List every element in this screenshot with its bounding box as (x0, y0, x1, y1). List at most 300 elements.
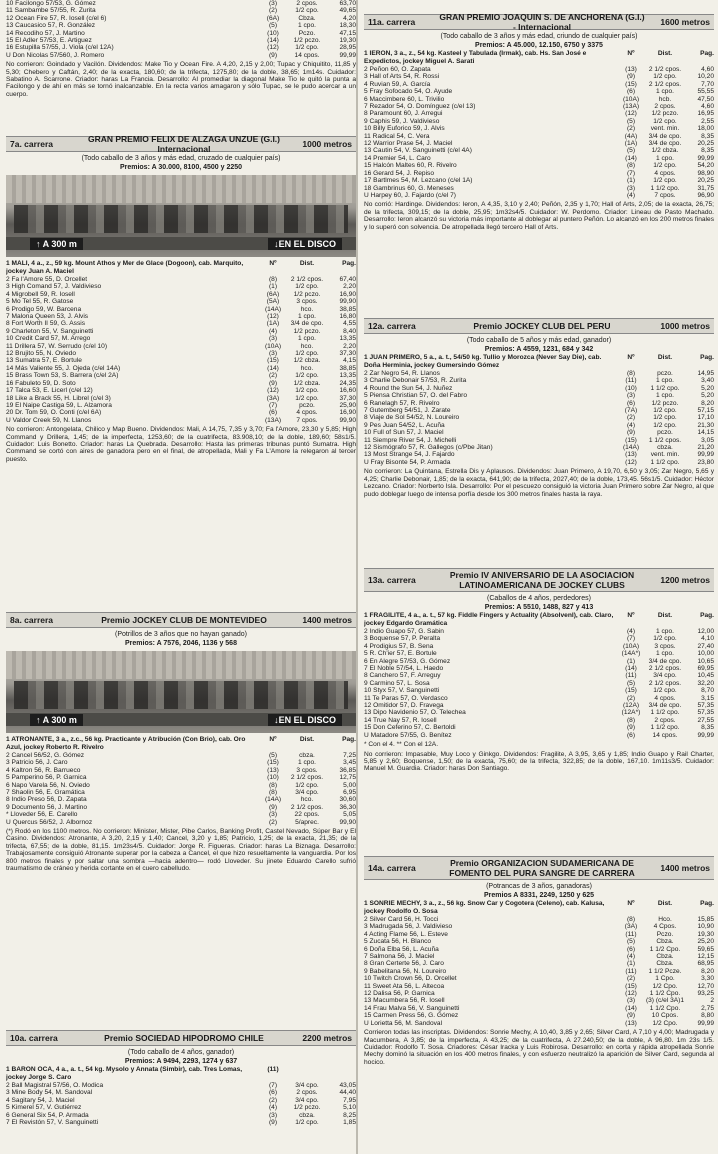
distance-margin: 1 cpo. (298, 313, 316, 321)
payout: 1,85 (343, 1119, 356, 1127)
post-number: (7) (268, 401, 278, 409)
table-row (364, 370, 714, 377)
distance-margin: 2 1/2 cpos. (648, 679, 682, 687)
payout: 8,25 (343, 1111, 356, 1119)
post-number: (13A) (264, 416, 282, 424)
distance-margin: 1/2 pczo. (293, 327, 321, 335)
distance-margin: 1/2 cpo. (653, 117, 677, 125)
table-row (364, 414, 714, 421)
payout: 27,55 (697, 716, 714, 724)
race-number: 7a. carrera (10, 139, 54, 149)
payout: 8,20 (701, 399, 714, 407)
post-number: (12) (625, 458, 637, 466)
table-row (6, 328, 356, 335)
payout: 38,85 (339, 305, 356, 313)
payout: 10,20 (697, 73, 714, 81)
payout: 21,20 (697, 444, 714, 452)
grandstand-image (6, 175, 356, 203)
distance-margin: 3/4 de cpo. (648, 657, 682, 665)
payout: 4,20 (343, 14, 356, 22)
post-number: (8) (626, 162, 636, 170)
horse-name: 2 Zar Negro 54, R. Llanos (364, 370, 440, 377)
race-prizes: Premios A 8331, 2249, 1250 y 625 (483, 892, 594, 899)
section-top-left (6, 0, 356, 98)
post-number: (3) (268, 811, 278, 819)
post-number: (15) (625, 436, 637, 444)
payout: 8,35 (701, 724, 714, 732)
distance-margin: vent. min. (650, 451, 680, 459)
payout: 36,30 (339, 803, 356, 811)
race-prizes: Premios: A 4559, 1231, 684 y 342 (484, 346, 594, 353)
payout: 57,35 (697, 709, 714, 717)
table-row (364, 709, 714, 716)
post-number: (10A) (622, 642, 640, 650)
photo-caption-finish: ↓EN EL DISCO (268, 238, 342, 250)
post-number: (7A) (624, 407, 638, 415)
race-number: 12a. carrera (368, 321, 416, 331)
table-row (6, 1089, 356, 1096)
horse-name: 4 Ruvian 59, A. García (364, 80, 431, 88)
table-row (364, 125, 714, 132)
payout: 12,00 (697, 628, 714, 635)
post-number: (2) (626, 414, 636, 422)
post-number: (8) (268, 781, 278, 789)
horse-name: 9 Documento 56, J. Martino (6, 803, 87, 811)
column-header (6, 736, 356, 752)
post-number: (8) (626, 716, 636, 724)
horse-name: 15 Halcón Maltes 60, R. Rivelro (364, 162, 457, 170)
payout: 4,10 (701, 635, 714, 643)
horse-name: U Fray Bisonte 54, P. Armada (364, 458, 451, 466)
post-number: (13) (625, 1019, 637, 1027)
table-row (364, 997, 714, 1004)
table-row (364, 147, 714, 154)
race-header (6, 136, 356, 152)
section-race-11 (364, 14, 714, 231)
distance-margin: Hco. (658, 916, 672, 923)
distance-margin: 1/2 cpo. (653, 687, 677, 695)
table-row (6, 811, 356, 818)
post-number: (9) (626, 1012, 636, 1020)
horse-name: 4 Acting Flame 56, L. Esteve (364, 930, 448, 938)
race-title: Premio SOCIEDAD HIPODROMO CHILE (104, 1033, 264, 1043)
race-conditions: (Todo caballo de 4 años, ganador) (127, 1049, 235, 1056)
table-row (6, 804, 356, 811)
column-header (364, 50, 714, 66)
distance-margin: 1/2 cpo. (653, 162, 677, 170)
payout: 27,40 (697, 642, 714, 650)
horse-name: 15 Brass Town 53, S. Barrera (c/el 2A) (6, 372, 119, 380)
payout: 99,99 (339, 51, 356, 59)
table-row (364, 695, 714, 702)
post-number: (1) (626, 657, 636, 665)
horse-name: 10 Facilongo 57/53, G. Gómez (6, 0, 96, 7)
post-number: (2) (626, 125, 636, 133)
distance-margin: 1/2 cbza. (651, 147, 679, 155)
race-distance: 1400 metros (302, 615, 352, 625)
horse-name: 15 Don Ceferino 57, C. Bertoldi (364, 724, 456, 732)
horse-name: U Don Nicolas 57/560, J. Romero (6, 51, 105, 59)
payout: 13,35 (339, 372, 356, 380)
payout: 13,35 (339, 335, 356, 343)
horse-name: 9 Babelitana 56, N. Loureiro (364, 967, 447, 975)
distance-margin: 4 cpos. (654, 169, 676, 177)
winner-line: 1 SONRIE MECHY, 3 a., z., 56 kg. Snow Car y Cogotera (Celeno), cab. Kalusa, jockey Rodolfo O. Sosa (364, 900, 605, 915)
race-summary: No corrieron: Goindado y Vacilón. Dividendos: Make Tio y Ocean Fire. A 4,20, 2,15 y 2,00; Tupac y Chiquitito, 11,85 y 5,30; Chebero y Caftán, 2,40; de la exacta, 180,60; de la trifecta, 1275,80; de la doble, 38,65; 1m14s. Cuidador: Sabatino A. Scarrone. Criador: haras La Francia. Desarrollo: Al promediar la diagonal Make Tio le quitó la punta a Facilongo y de ahí en más se tornó inalcanzable. En la recta varios amagaron y sólo Tupac, se le pudo acercar a un cuerpo. (6, 61, 356, 98)
payout: 16,90 (339, 290, 356, 298)
race-summary: No corrió: Hardinge. Dividendos: Ieron, A 4,35, 3,10 y 2,40; Peñón, 2,35 y 1,70; Hall of Arts, 2,05; de la exacta, 26,75; de la trifecta, 309,15; de la doble, 25,95; 1m32s4/5. Cuidador: W. Perdomo. Criador: Lineau de Pasto Machado. Desarrollo: Ieron alcanzó su victoria más importante al doblegar al puntero Peñón. Lo alcanzó en los 200 metros finales y lo superó con solvencia. De atropellada llegó tercero Hall of Arts. (364, 201, 714, 231)
payout: 99,99 (697, 731, 714, 739)
payout: 2,20 (343, 283, 356, 291)
table-row (6, 752, 356, 759)
table-row (6, 819, 356, 826)
post-number: (1) (268, 283, 278, 291)
distance-margin: 2 1/2 cpos. (648, 80, 682, 88)
horse-name: 8 Gran Certerte 56, J. Caro (364, 960, 444, 968)
table-row (364, 672, 714, 679)
distance-margin: 1/2 cpo. (653, 421, 677, 429)
section-race-14 (364, 856, 714, 1066)
race-prizes: Premios: A 30.000, 8100, 4500 y 2250 (119, 164, 243, 171)
distance-margin: 2 cpos. (296, 1089, 318, 1097)
table-row (6, 306, 356, 313)
post-number: (11) (625, 967, 637, 975)
distance-margin: vent. min. (650, 125, 680, 133)
horse-name: 13 Caucasico 57, R. González (6, 22, 96, 30)
distance-margin: 2 1/2 cpos. (290, 803, 324, 811)
col-distance: Dist. (299, 260, 315, 267)
payout: 12,15 (697, 953, 714, 961)
horse-name: 5 Zucata 56, H. Blanco (364, 938, 432, 946)
post-number: (5) (626, 147, 636, 155)
payout: 5,05 (343, 811, 356, 819)
horse-name: 6 Prodigo 59, W. Barcena (6, 305, 82, 313)
table-row (364, 1012, 714, 1019)
payout: 49,65 (339, 7, 356, 15)
horse-name: 10 Billy Euforico 59, J. Alvis (364, 125, 445, 133)
post-number: (14) (267, 364, 279, 372)
distance-margin: 3/4 de cpo. (648, 702, 682, 710)
finish-photo (6, 651, 356, 733)
distance-margin: cbza. (299, 1111, 315, 1119)
horse-name: 8 Indio Preso 56, D. Zapata (6, 796, 87, 804)
distance-margin: 3/4 de cpo. (290, 320, 324, 328)
post-number: (6A) (266, 14, 280, 22)
table-row (6, 343, 356, 350)
table-row (364, 400, 714, 407)
horse-name: 6 Napo Varela 56, N. Oviedo (6, 781, 90, 789)
horse-name: 3 High Comand 57, J. Valdivieso (6, 283, 102, 291)
horse-name: 11 Drillera 57, W. Serrudo (c/el 10) (6, 342, 108, 350)
payout: 69,95 (697, 665, 714, 673)
table-row (364, 658, 714, 665)
horse-name: 14 Más Valiente 55, J. Ojeda (c/el 14A) (6, 364, 121, 372)
payout: 14,95 (697, 370, 714, 377)
race-conditions: (Potrancas de 3 años, ganadoras) (486, 883, 592, 890)
horse-name: 6 General Six 54, P. Armada (6, 1111, 89, 1119)
race-title: Premio JOCKEY CLUB DEL PERU (473, 321, 611, 331)
payout: 99,99 (697, 1019, 714, 1027)
table-row (6, 387, 356, 394)
results-table (6, 1082, 356, 1126)
col-distance: Dist. (657, 354, 673, 361)
col-number: Nº (627, 612, 635, 619)
distance-margin: hco. (300, 364, 314, 372)
horse-name: 17 Bartlmes 54, M. Lezcano (c/el 1A) (364, 177, 473, 185)
payout: 3,30 (701, 975, 714, 983)
horse-name: 5 Mo Tel 55, R. Gatose (6, 298, 74, 306)
distance-margin: 1 1/2 Cpo. (649, 1004, 681, 1012)
horse-name: 2 Silver Card 56, H. Tocci (364, 916, 439, 923)
payout: 63,70 (339, 0, 356, 7)
payout: 7,95 (343, 1096, 356, 1104)
table-row (364, 1020, 714, 1027)
post-number: (12A*) (621, 709, 641, 717)
horse-name: 4 Prodigius 57, B. Sena (364, 642, 434, 650)
post-number: (3) (268, 0, 278, 7)
race-number: 13a. carrera (368, 575, 416, 585)
horse-name: 7 Malona Queen 53, J. Alvis (6, 313, 89, 321)
column-header (6, 260, 356, 276)
race-prizes: Premios: A 5510, 1488, 827 y 413 (484, 604, 594, 611)
race-conditions: (Todo caballo de 5 años y más edad, ganador) (466, 337, 612, 344)
distance-margin: 1/2 cbza. (293, 357, 321, 365)
distance-margin: Pczo. (656, 930, 674, 938)
post-number: (5) (626, 938, 636, 946)
payout: 8,70 (701, 687, 714, 695)
horse-name: 20 Dr. Tom 59, O. Conti (c/el 6A) (6, 409, 102, 417)
distance-margin: 1/2 cpo. (653, 414, 677, 422)
table-row (364, 444, 714, 451)
post-number: (7) (626, 169, 636, 177)
race-prizes: Premios: A 7576, 2046, 1136 y 568 (125, 640, 237, 647)
col-distance: Dist. (657, 900, 673, 907)
post-number: (3A) (266, 394, 280, 402)
table-row (364, 946, 714, 953)
table-row (364, 429, 714, 436)
horse-name: 8 Paramount 60, J. Arregui (364, 110, 443, 118)
post-number: (9) (268, 51, 278, 59)
distance-margin: 7 cpos. (654, 191, 676, 199)
payout: 16,60 (339, 387, 356, 395)
horse-name: 5 Fray Sofocado 54, O. Ayude (364, 88, 453, 96)
post-number: (12) (267, 44, 279, 52)
payout: 98,90 (697, 169, 714, 177)
horse-name: U Harpey 60, J. Fajardo (c/el 7) (364, 191, 456, 199)
payout: 37,30 (339, 394, 356, 402)
post-number: (2) (626, 694, 636, 702)
race-conditions: (Potrillos de 3 años que no hayan ganado) (115, 631, 247, 638)
post-number: (3) (268, 350, 278, 358)
payout: 4,60 (701, 103, 714, 111)
section-race-8 (6, 612, 356, 873)
horse-name: 7 Gutemberg 54/51, J. Zarate (364, 407, 451, 415)
table-row (6, 44, 356, 51)
payout: 2,75 (701, 1004, 714, 1012)
table-row (6, 789, 356, 796)
race-header (6, 1030, 356, 1046)
horse-name: 5 Kimerel 57, V. Gutiérrez (6, 1104, 82, 1112)
table-row (364, 643, 714, 650)
payout: 8,35 (701, 132, 714, 140)
winner-line: 1 ATRONANTE, 3 a., z.c., 56 kg. Practicante y Atribución (Con Brio), cab. Oro Azul, jockey Roberto R. Rivelro (6, 736, 246, 751)
table-row (6, 291, 356, 298)
post-number: (2) (268, 818, 278, 826)
payout: 8,20 (701, 967, 714, 975)
post-number: (3) (626, 184, 636, 192)
table-row (364, 459, 714, 466)
post-number: (14) (625, 1004, 637, 1012)
payout: 3,45 (343, 759, 356, 767)
payout: 44,40 (339, 1089, 356, 1097)
race-distance: 1400 metros (660, 863, 710, 873)
payout: 8,35 (701, 147, 714, 155)
horse-name: 6 Ranelagh 57, R. Rivelro (364, 399, 440, 407)
photo-caption-300m: ↑ A 300 m (30, 714, 83, 726)
post-number: (13) (625, 66, 637, 73)
payout: 20,25 (697, 140, 714, 148)
distance-margin: 2 cpos. (654, 716, 676, 724)
race-header (6, 612, 356, 628)
payout: 4,15 (343, 357, 356, 365)
section-race-13 (364, 568, 714, 773)
race-conditions: (Todo caballo de 3 años y más edad, criundo de cualquier país) (440, 33, 638, 40)
horse-name: 10 Credit Card 57, M. Arrego (6, 335, 91, 343)
post-number: (4) (268, 327, 278, 335)
race-prizes: Premios: A 45.000, 12.150, 6750 y 3375 (475, 42, 603, 49)
distance-margin: hcb. (658, 95, 672, 103)
distance-margin: 2 1/2 cpos. (290, 276, 324, 283)
distance-margin: 3/4 cpo. (295, 1082, 319, 1089)
results-table (6, 276, 356, 424)
distance-margin: 2 1/2 cpos. (648, 665, 682, 673)
distance-margin: 2 cpos. (654, 103, 676, 111)
post-number: (1) (626, 177, 636, 185)
payout: 4,55 (343, 320, 356, 328)
table-row (364, 923, 714, 930)
distance-margin: 1 1/2 Cpo. (649, 990, 681, 998)
race-title: Premio IV ANIVERSARIO DE LA ASOCIACION LATINOAMERICANA DE JOCKEY CLUBS (449, 570, 635, 590)
table-row (6, 409, 356, 416)
post-number: (14A) (264, 305, 282, 313)
payout: 20,25 (697, 177, 714, 185)
race-distance: 1000 metros (302, 139, 352, 149)
payout: 96,90 (697, 191, 714, 199)
distance-margin: 1/2 cpo. (295, 7, 319, 15)
payout: 59,65 (697, 945, 714, 953)
table-row (6, 37, 356, 44)
distance-margin: 1/2 cpo. (295, 350, 319, 358)
post-number: (9) (626, 429, 636, 437)
table-row (364, 407, 714, 414)
distance-margin: 1 cpo. (656, 154, 674, 162)
table-row (6, 350, 356, 357)
race-summary: No corrieron: Antongelata, Chilico y Map Bueno. Dividendos: Mali, A 14,75, 7,35 y 3,70; Fa l'Amore, 23,30 y 5,85; High Command y Drillera, 1,45; de la imperfecta, 1253,60; de la cuatrifecta, 83.908,10; de la doble, 189,60; 58s1/5. Cuidador: Luis Bonetto. Criador: haras La Quebrada. Desarrollo: Hasta las primeras tribunas puntó Sumatra. High Command se cortó con aires de ganadora pero en el final, de atropellada, Mali y Fa L'Amore la relegaron al tercer puesto. (6, 426, 356, 463)
results-table (364, 370, 714, 466)
distance-margin: 1 1/2 cpo. (650, 709, 680, 717)
distance-margin: 1 cpo. (298, 335, 316, 343)
race-summary: Corrieron todas las inscriptas. Dividendos: Sonrie Mechy, A 10,40, 3,85 y 2,65; Silver Card, A 7,10 y 4,00; Madrugada y Macumbera, A 3,85; de la imperfecta, A 43,25; de la cuatrifecta, A 27.240,50; de la doble, A 96,80. 1m 23s 1/5. Cuidador: Rodolfo T. Sosa. Criadores: César Iracka y Luis Robirosa. Desarrollo: en corta y rápida atropellada Sonrie Mechy dominó la situación en los 400 metros finales, y con esfuerzo neutralizó la aparición de Silver Card, segunda al hocico. (364, 1029, 714, 1066)
race-prizes: Premios: A 9494, 2293, 1274 y 637 (124, 1058, 238, 1065)
horse-name: 12 Omitidor 57, D. Fravega (364, 702, 444, 710)
post-number: (12) (267, 313, 279, 321)
post-number: (5) (268, 22, 278, 30)
photo-caption-300m: ↑ A 300 m (30, 238, 83, 250)
payout: 10,90 (697, 923, 714, 931)
distance-margin: 1 cpo. (298, 759, 316, 767)
horse-name: 17 Talca 53, E. Licerl (c/el 12) (6, 387, 93, 395)
photo-caption-finish: ↓EN EL DISCO (268, 714, 342, 726)
post-number: (8) (626, 916, 636, 923)
post-number: (14) (625, 154, 637, 162)
distance-margin: 1/2 cpo. (295, 44, 319, 52)
post-number: (15) (267, 759, 279, 767)
post-number: (15) (625, 982, 637, 990)
distance-margin: 4 cpos. (296, 409, 318, 417)
post-number: (9) (626, 724, 636, 732)
payout: 31,75 (697, 184, 714, 192)
post-number: (6) (626, 945, 636, 953)
payout: 67,40 (339, 276, 356, 283)
distance-margin: Cbza. (656, 960, 674, 968)
post-number: (5) (626, 117, 636, 125)
results-table (6, 0, 356, 59)
payout: 5,10 (343, 1104, 356, 1112)
payout: 25,90 (339, 401, 356, 409)
table-row (364, 88, 714, 95)
post-number: (6) (626, 731, 636, 739)
post-number: (9) (268, 379, 278, 387)
payout: 38,85 (339, 364, 356, 372)
table-row (364, 702, 714, 709)
distance-margin: 1/2 pczo. (651, 399, 679, 407)
distance-margin: 10 Cpos. (651, 1012, 679, 1020)
distance-margin: 1/2 cpo. (295, 372, 319, 380)
distance-margin: pczo. (657, 370, 673, 377)
horse-name: * Lloveder 56, E. Carello (6, 811, 78, 819)
payout: 47,50 (697, 95, 714, 103)
table-row (364, 680, 714, 687)
post-number: (13) (625, 451, 637, 459)
payout: 18,00 (697, 125, 714, 133)
table-row (6, 365, 356, 372)
horse-name: 3 Madrugada 56, J. Valdivieso (364, 923, 453, 931)
table-row (364, 953, 714, 960)
distance-margin: 22 cpos. (294, 811, 320, 819)
table-row (364, 650, 714, 657)
post-number: (1A) (266, 320, 280, 328)
col-number: Nº (627, 354, 635, 361)
winner-line: 1 JUAN PRIMERO, 5 a., a. t., 54/50 kg. Tullio y Morozca (Never Say Die), cab. Doña Herminia, jockey Gumersindo Gómez (364, 354, 602, 369)
distance-margin: hco. (300, 796, 314, 804)
post-number: (14A) (622, 444, 640, 452)
post-number: (3) (268, 1111, 278, 1119)
distance-margin: 1/2 cpo. (295, 283, 319, 291)
horse-name: 2 Indio Guapo 57, G. Sabin (364, 628, 444, 635)
race-header (364, 14, 714, 30)
distance-margin: 1/2 Cpo. (652, 1019, 678, 1027)
table-row (364, 665, 714, 672)
horse-name: 8 Canchero 57, F. Arreguy (364, 672, 441, 680)
post-number: (10) (625, 384, 637, 392)
horse-name: 4 Round the Sun 54, J. Nuñez (364, 384, 453, 392)
horse-name: 14 Frau Malva 56, V. Sanguinetti (364, 1004, 460, 1012)
table-row (364, 118, 714, 125)
distance-margin: Cbza. (656, 953, 674, 961)
horse-name: 9 Charleton 55, V. Sanguinetti (6, 327, 94, 335)
payout: 3,05 (701, 436, 714, 444)
finish-photo (6, 175, 356, 257)
